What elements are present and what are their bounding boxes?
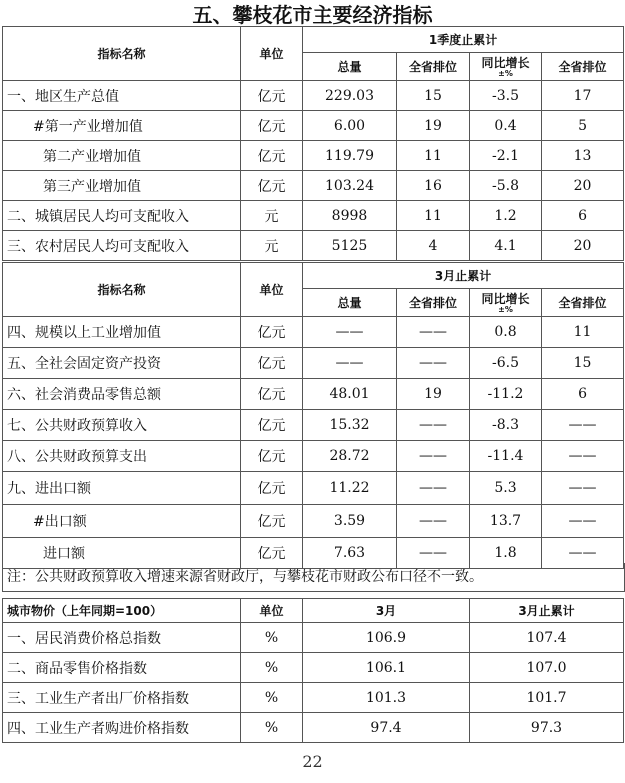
row-unit: % <box>241 623 303 653</box>
table-row <box>3 713 624 743</box>
row-name: 六、社会消费品零售总额 <box>3 379 241 410</box>
row-unit: % <box>241 683 303 713</box>
header-indicator-name: 指标名称 <box>3 263 241 317</box>
row-unit: 亿元 <box>241 538 303 569</box>
row-rank: —— <box>397 348 470 379</box>
row-yoy: 0.8 <box>470 317 542 348</box>
header-unit: 单位 <box>241 263 303 317</box>
row-cumulative: 97.3 <box>470 713 624 743</box>
row-yoy: 1.2 <box>470 201 542 231</box>
header-unit: 单位 <box>241 27 303 81</box>
header-period: 3月止累计 <box>303 263 624 289</box>
row-unit: 亿元 <box>241 505 303 538</box>
row-rank: —— <box>397 441 470 472</box>
row-total: 48.01 <box>303 379 397 410</box>
row-unit: % <box>241 653 303 683</box>
table-row <box>3 317 624 348</box>
row-rank: 4 <box>397 231 470 261</box>
row-unit: % <box>241 713 303 743</box>
row-yoy: -8.3 <box>470 410 542 441</box>
row-rank-2: 15 <box>542 348 624 379</box>
header-period: 1季度止累计 <box>303 27 624 53</box>
row-yoy: -6.5 <box>470 348 542 379</box>
table-row <box>3 201 624 231</box>
row-name: 二、城镇居民人均可支配收入 <box>3 201 241 231</box>
row-name: 四、规模以上工业增加值 <box>3 317 241 348</box>
table-row <box>3 111 624 141</box>
row-name: 二、商品零售价格指数 <box>3 653 241 683</box>
row-rank: 15 <box>397 81 470 111</box>
row-unit: 亿元 <box>241 472 303 505</box>
row-name: 四、工业生产者购进价格指数 <box>3 713 241 743</box>
row-rank-2: —— <box>542 505 624 538</box>
row-month: 97.4 <box>303 713 470 743</box>
header-yoy: 同比增长 ±% <box>470 53 542 81</box>
row-rank-2: 17 <box>542 81 624 111</box>
header-rank-2: 全省排位 <box>542 289 624 317</box>
row-rank-2: 6 <box>542 379 624 410</box>
row-name: 一、地区生产总值 <box>3 81 241 111</box>
page-title: 五、攀枝花市主要经济指标 <box>192 3 433 26</box>
row-rank-2: 20 <box>542 231 624 261</box>
row-total: 229.03 <box>303 81 397 111</box>
row-total: 28.72 <box>303 441 397 472</box>
row-name: 三、农村居民人均可支配收入 <box>3 231 241 261</box>
header-total: 总量 <box>303 289 397 317</box>
header-yoy: 同比增长 ±% <box>470 289 542 317</box>
row-rank: —— <box>397 505 470 538</box>
header-rank-2: 全省排位 <box>542 53 624 81</box>
row-yoy: -11.2 <box>470 379 542 410</box>
row-cumulative: 107.0 <box>470 653 624 683</box>
row-name: 五、全社会固定资产投资 <box>3 348 241 379</box>
table-row <box>3 81 624 111</box>
row-cumulative: 101.7 <box>470 683 624 713</box>
header-indicator-name: 指标名称 <box>3 27 241 81</box>
table-row <box>3 231 624 261</box>
row-rank-2: 13 <box>542 141 624 171</box>
row-rank-2: —— <box>542 441 624 472</box>
row-total: 7.63 <box>303 538 397 569</box>
table-row <box>3 623 624 653</box>
row-month: 101.3 <box>303 683 470 713</box>
row-yoy: 4.1 <box>470 231 542 261</box>
row-unit: 亿元 <box>241 171 303 201</box>
row-unit: 亿元 <box>241 410 303 441</box>
table-row <box>3 683 624 713</box>
header-month: 3月 <box>303 599 470 623</box>
row-rank: —— <box>397 410 470 441</box>
row-name: 第二产业增加值 <box>3 141 241 171</box>
row-total: 3.59 <box>303 505 397 538</box>
row-rank: —— <box>397 538 470 569</box>
row-total: 5125 <box>303 231 397 261</box>
price-index-table <box>2 598 624 743</box>
row-name: #第一产业增加值 <box>3 111 241 141</box>
row-name: 八、公共财政预算支出 <box>3 441 241 472</box>
row-unit: 亿元 <box>241 379 303 410</box>
row-rank-2: 11 <box>542 317 624 348</box>
row-rank-2: —— <box>542 410 624 441</box>
row-total: 103.24 <box>303 171 397 201</box>
row-rank: —— <box>397 472 470 505</box>
table-row <box>3 171 624 201</box>
indicator-table-march <box>2 262 624 569</box>
row-rank: 19 <box>397 111 470 141</box>
row-total: —— <box>303 317 397 348</box>
row-unit: 元 <box>241 231 303 261</box>
row-total: 15.32 <box>303 410 397 441</box>
row-total: 11.22 <box>303 472 397 505</box>
footnote: 注：公共财政预算收入增速来源省财政厅，与攀枝花市财政公布口径不一致。 <box>2 563 625 592</box>
row-name: 七、公共财政预算收入 <box>3 410 241 441</box>
header-rank: 全省排位 <box>397 53 470 81</box>
row-rank-2: 20 <box>542 171 624 201</box>
row-yoy: -3.5 <box>470 81 542 111</box>
table-row <box>3 653 624 683</box>
row-rank-2: 5 <box>542 111 624 141</box>
row-rank-2: 6 <box>542 201 624 231</box>
table-row <box>3 379 624 410</box>
row-rank: 16 <box>397 171 470 201</box>
row-rank: —— <box>397 317 470 348</box>
row-yoy: 13.7 <box>470 505 542 538</box>
header-total: 总量 <box>303 53 397 81</box>
row-rank-2: —— <box>542 538 624 569</box>
header-price-index: 城市物价（上年同期=100） <box>3 599 241 623</box>
row-cumulative: 107.4 <box>470 623 624 653</box>
page-number: 22 <box>302 752 323 771</box>
row-unit: 亿元 <box>241 111 303 141</box>
row-rank: 11 <box>397 201 470 231</box>
table-row <box>3 505 624 538</box>
row-month: 106.1 <box>303 653 470 683</box>
row-yoy: -2.1 <box>470 141 542 171</box>
row-total: 8998 <box>303 201 397 231</box>
table-row <box>3 410 624 441</box>
row-name: 九、进出口额 <box>3 472 241 505</box>
row-yoy: 1.8 <box>470 538 542 569</box>
row-name: 第三产业增加值 <box>3 171 241 201</box>
row-unit: 亿元 <box>241 141 303 171</box>
table-row <box>3 348 624 379</box>
row-name: #出口额 <box>3 505 241 538</box>
row-rank: 11 <box>397 141 470 171</box>
row-unit: 亿元 <box>241 441 303 472</box>
row-yoy: 5.3 <box>470 472 542 505</box>
row-unit: 亿元 <box>241 81 303 111</box>
row-name: 进口额 <box>3 538 241 569</box>
table-row <box>3 441 624 472</box>
row-yoy: 0.4 <box>470 111 542 141</box>
row-total: 6.00 <box>303 111 397 141</box>
header-rank: 全省排位 <box>397 289 470 317</box>
row-yoy: -11.4 <box>470 441 542 472</box>
row-total: —— <box>303 348 397 379</box>
row-total: 119.79 <box>303 141 397 171</box>
row-unit: 元 <box>241 201 303 231</box>
row-unit: 亿元 <box>241 348 303 379</box>
row-yoy: -5.8 <box>470 171 542 201</box>
table-row <box>3 141 624 171</box>
indicator-table-q1 <box>2 26 624 261</box>
row-unit: 亿元 <box>241 317 303 348</box>
row-month: 106.9 <box>303 623 470 653</box>
header-unit: 单位 <box>241 599 303 623</box>
row-name: 三、工业生产者出厂价格指数 <box>3 683 241 713</box>
row-rank: 19 <box>397 379 470 410</box>
table-row <box>3 472 624 505</box>
row-name: 一、居民消费价格总指数 <box>3 623 241 653</box>
row-rank-2: —— <box>542 472 624 505</box>
header-cumulative: 3月止累计 <box>470 599 624 623</box>
